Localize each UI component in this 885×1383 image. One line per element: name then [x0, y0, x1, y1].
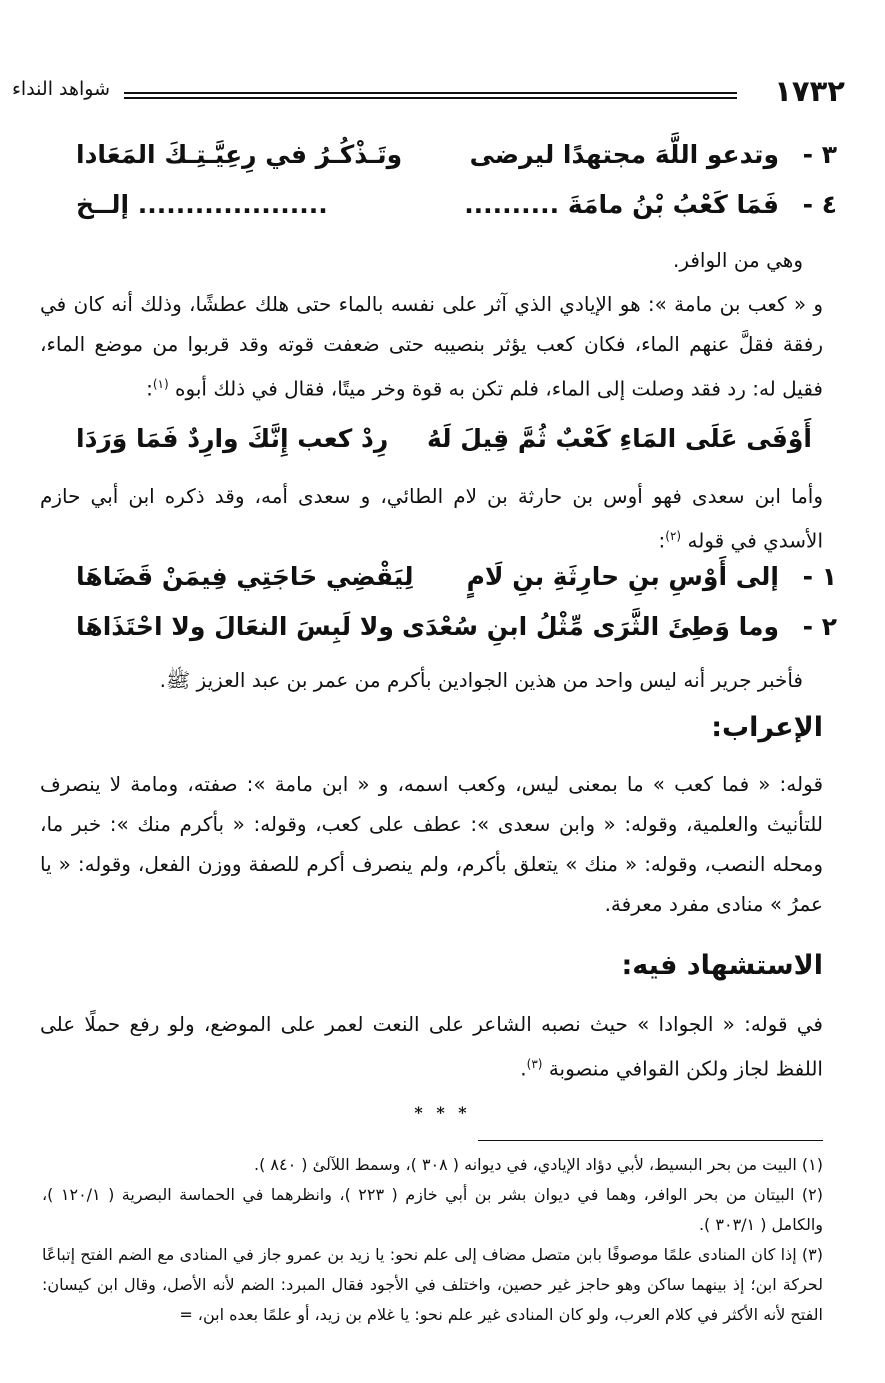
- verse-line: [40, 140, 837, 184]
- verse-first-hemistich: فَمَا كَعْبُ بْنُ مامَةَ ..........: [464, 190, 779, 219]
- verse-number: ٤ -: [802, 190, 837, 219]
- verse-number: ٣ -: [802, 140, 837, 169]
- footnotes: [42, 1150, 823, 1330]
- running-title: شواهد النداء: [12, 78, 111, 100]
- section-separator: * * *: [414, 1103, 471, 1122]
- verse-second-hemistich: لِيَقْضِي حَاجَتِي فِيمَنْ قَضَاهَا: [76, 562, 414, 591]
- verse-second-hemistich: ولا لَبِسَ النعَالَ ولا احْتَذَاهَا: [76, 612, 394, 641]
- verse-second-hemistich: رِدْ كعب إِنَّكَ وارِدٌ فَمَا وَرَدَا: [76, 424, 389, 453]
- paragraph-text: و « كعب بن مامة »: هو الإيادي الذي آثر على نفسه بالماء حتى هلك عطشًا، وذلك أنه كان في رفقة فقلَّ عنهم الماء، فكان كعب يؤثر بنصيبه حتى ضعفت قوته وقد قربوا من موضع الماء، فقيل له: رد فقد وصلت إلى الماء، فلم تكن به قوة وخر ميتًا، فقال في ذلك أبوه: [40, 292, 823, 401]
- page-number: ١٧٣٢: [774, 74, 845, 108]
- paragraph-istishhad: [40, 1004, 823, 1089]
- verse-first-hemistich: إلى أَوْسِ بنِ حارِثَةِ بنِ لَامٍ: [466, 562, 779, 591]
- footnote-2: (٢) البيتان من بحر الوافر، وهما في ديوان بشر بن أبي خازم ( ٢٢٣ )، وانظرهما في الحماسة البصرية ( ١٢٠/١ )، والكامل ( ٣٠٣/١ ).: [42, 1185, 824, 1234]
- footnote-ref: (١): [152, 377, 169, 391]
- paragraph-saadi: [40, 476, 823, 561]
- verse-second-hemistich: .................... إلــخ: [76, 190, 328, 219]
- verse-number: ١ -: [802, 562, 837, 591]
- meter-note: وهي من الوافر.: [672, 248, 803, 272]
- verse-line: [40, 612, 837, 656]
- paragraph-irab: قوله: « فما كعب » ما بمعنى ليس، وكعب اسمه، و « ابن مامة »: صفته، ومامة لا ينصرف للتأنيث والعلمية، وقوله: « وابن سعدى »: عطف على كعب، وقوله: « بأكرم منك »: خبر ما، ومحله النصب، وقوله: « منك » يتعلق بأكرم، ولم ينصرف أكرم للصفة ووزن الفعل، وقوله: « يا عمرُ » منادى مفرد معرفة.: [40, 772, 823, 916]
- verse-second-hemistich: وتَـذْكُـرُ في رِعِيَّـتِـكَ المَعَادا: [76, 140, 403, 169]
- verse-line: [40, 562, 837, 606]
- paragraph-kaab: [40, 284, 823, 409]
- heading-istishhad: الاستشهاد فيه:: [621, 950, 823, 981]
- footnote-rule: [478, 1140, 823, 1141]
- verse-number: ٢ -: [802, 612, 837, 641]
- footnote-ref: (٢): [665, 529, 682, 543]
- punctuation: .: [520, 1056, 527, 1081]
- verse-first-hemistich: وما وَطِئَ الثَّرَى مِّثْلُ ابنِ سُعْدَى: [401, 612, 779, 641]
- verse-first-hemistich: أَوْفَى عَلَى المَاءِ كَعْبٌ ثُمَّ قِيلَ لَهُ: [427, 424, 812, 453]
- paragraph-text: وأما ابن سعدى فهو أوس بن حارثة بن لام الطائي، و سعدى أمه، وقد ذكره ابن أبي حازم الأسدي في قوله: [40, 484, 823, 553]
- footnote-ref: (٣): [526, 1057, 543, 1071]
- footnote-1: (١) البيت من بحر البسيط، لأبي دؤاد الإيادي، في ديوانه ( ٣٠٨ )، وسمط اللآلئ ( ٨٤٠ ).: [254, 1155, 823, 1174]
- paragraph-jarir: فأخبر جرير أنه ليس واحد من هذين الجوادين بأكرم من عمر بن عبد العزيز ﷺ.: [159, 668, 803, 692]
- verse-line: [40, 424, 837, 468]
- verse-line: [40, 190, 837, 234]
- running-header: [12, 74, 845, 110]
- heading-irab: الإعراب:: [711, 712, 823, 743]
- paragraph-text: في قوله: « الجوادا » حيث نصبه الشاعر على النعت لعمر على الموضع، ولو رفع حملًا على اللفظ لجاز ولكن القوافي منصوبة: [40, 1012, 823, 1081]
- verse-first-hemistich: وتدعو اللَّهَ مجتهدًا ليرضى: [469, 140, 779, 169]
- punctuation: :: [146, 376, 153, 401]
- header-double-rule: [124, 92, 737, 99]
- footnote-3: (٣) إذا كان المنادى علمًا موصوفًا بابن متصل مضاف إلى علم نحو: يا زيد بن عمرو جاز في المنادى مع الضم الفتح إتباعًا لحركة ابن؛ إذ بينهما ساكن وهو حاجز غير حصين، واختلف في الأجود فقال المبرد: الضم لأنه الأصل، وقال ابن كيسان: الفتح لأنه الأكثر في كلام العرب، ولو كان المنادى غير علم نحو: يا غلام بن زيد، أو علمًا بعده ابن، =: [42, 1245, 823, 1324]
- punctuation: :: [658, 528, 666, 553]
